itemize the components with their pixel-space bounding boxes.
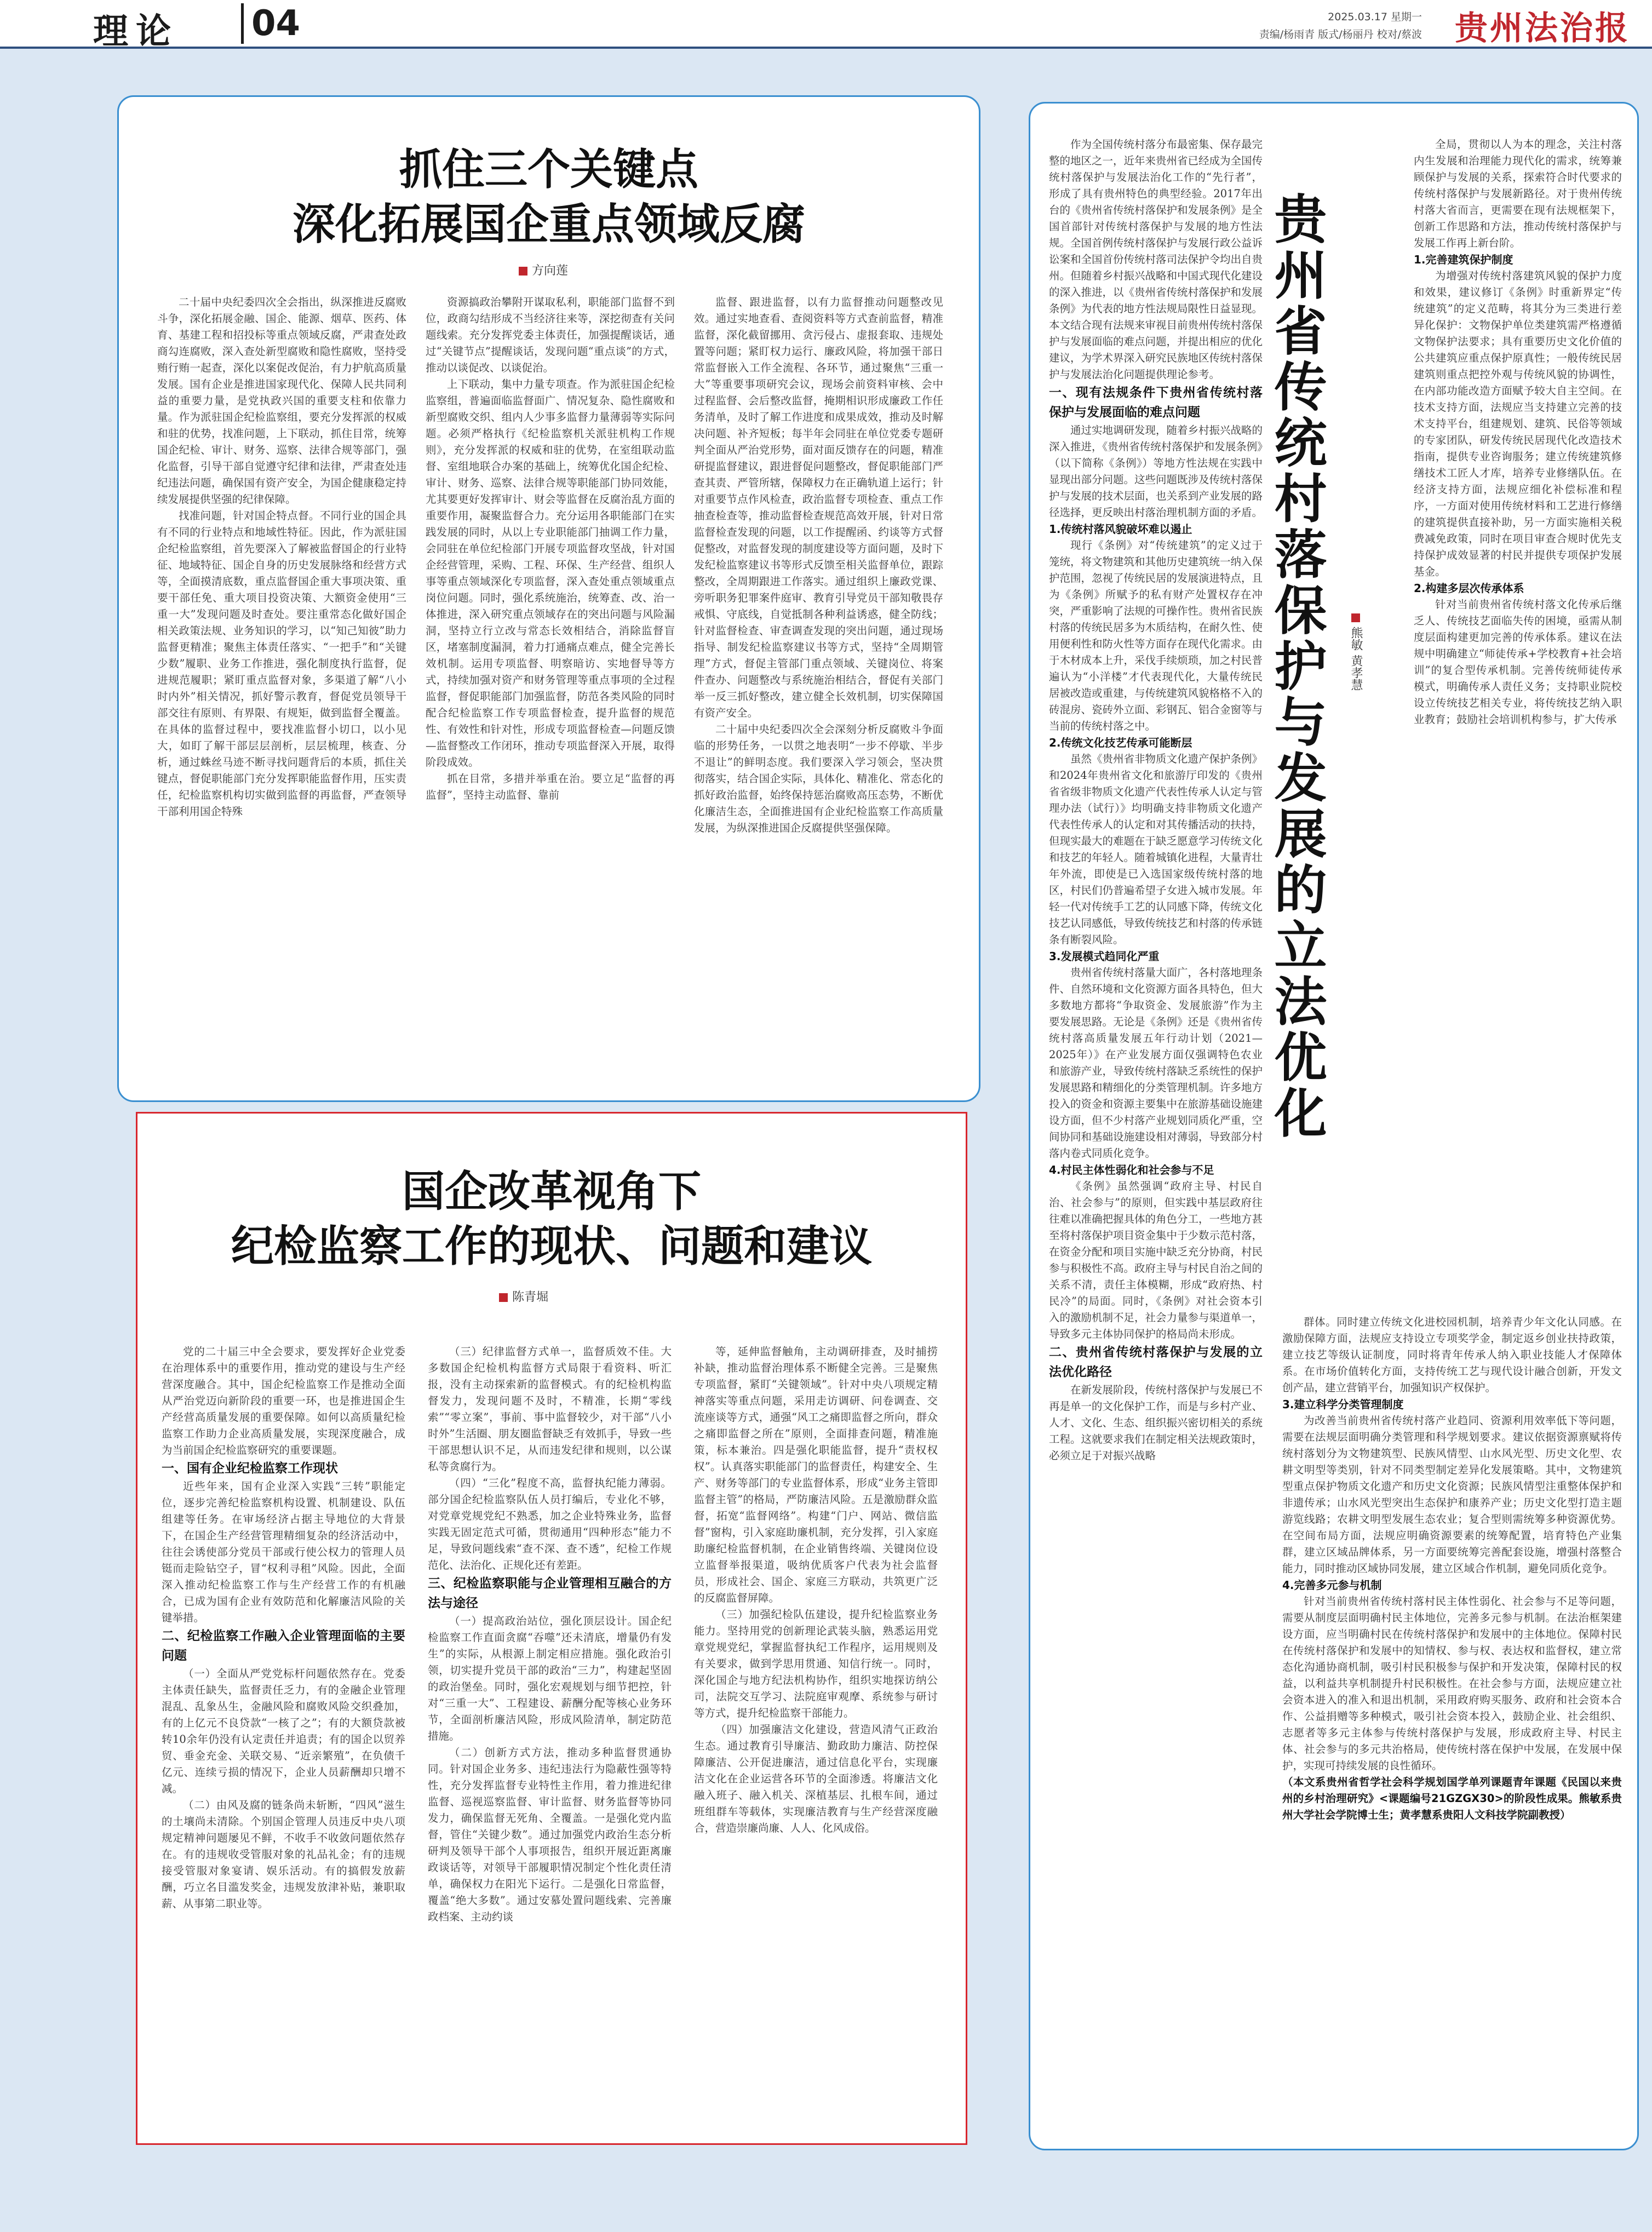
subsection-heading: 1.传统村落风貌破坏难以遏止: [1049, 523, 1192, 536]
paragraph: 现行《条例》对“传统建筑”的定义过于笼统，将文物建筑和其他历史建筑统一纳入保护范围，忽视了传统民居的发展演进特点，且为《条例》所赋予的私有财产处置权存在冲突，严重影响了法规的可操作性。贵州省民族村落的传统民居多为木质结构，在耐久性、使用便利性和防火性等方面存在现代化需求。由于木材成本上升，采伐手续烦琐，加之村民普遍认为“小洋楼”才代表现代化，大量传统民居被改造或重建，与传统建筑风貌格格不入的砖混房、瓷砖外立面、彩钢瓦、铝合金窗等与当前的传统村落之中。: [1049, 539, 1263, 732]
paragraph: 贵州省传统村落量大面广，各村落地理条件、自然环境和文化资源方面各具特色，但大多数地方都将“争取资金、发展旅游”作为主要发展思路。无论是《条例》还是《贵州省传统村落高质量发展五年行动计划（2021—2025年）》在产业发展方面仅强调特色农业和旅游产业，导致传统村落缺乏系统性的保护发展思路和精细化的分类管理机制。许多地方投入的资金和资源主要集中在旅游基础设施建设方面，但不少村落产业规划同质化严重，空间协同和基础设施建设相对薄弱，导致部分村落内卷式同质化竞争。: [1049, 966, 1263, 1160]
paragraph: 作为全国传统村落分布最密集、保存最完整的地区之一，近年来贵州省已经成为全国传统村落保护与发展法治化工作的“先行者”，形成了具有贵州特色的典型经验。2017年出台的《贵州省传统村落保护和发展条例》是全国首部针对传统村落保护与发展的地方性法规。全国首例传统村落保护与发展行政公益诉讼案和全国首份传统村落司法保护令均出自贵州。但随着乡村振兴战略和中国式现代化建设的深入推进，以《贵州省传统村落保护和发展条例》为代表的地方性法规局限性日益显现。本文结合现有法规来审视目前贵州传统村落保护与发展面临的难点问题，并提出相应的优化建议，为学术界深入研究民族地区传统村落保护与发展法治化问题提供理论参考。: [1049, 138, 1263, 381]
article2-column-3: [694, 1344, 938, 2127]
paragraph: 抓在目常，多措并举重在治。要立足“监督的再监督”，坚持主动监督、靠前: [426, 772, 675, 801]
article2-author: 陈青堀: [512, 1290, 549, 1304]
paragraph: （二）由风及腐的链条尚未斩断，“四风”滋生的土壤尚未清除。个别国企管理人员违反中央八项规定精神问题屡见不鲜，不收手不收敛问题依然存在。有的违规收受管服对象的礼品礼金；有的违规接受管服对象宴请、娱乐活动。有的搞假发放薪酬，巧立名目滥发奖金，违规发放津补贴，兼职取薪、从事第二职业等。: [162, 1799, 405, 1910]
section-heading: 三、纪检监察职能与企业管理相互融合的方法与途径: [428, 1576, 672, 1610]
article2-column-1: [162, 1344, 405, 2127]
section-heading: 二、纪检监察工作融入企业管理面临的主要问题: [162, 1629, 405, 1663]
paragraph: （四）“三化”程度不高，监督执纪能力薄弱。部分国企纪检监察队伍人员打编后，专业化不够，对党章党规党纪不熟悉，加之企业特殊业务，监督实践无固定范式可循，贯彻通用“四种形态”能力不足，导致问题线索“查不深、查不透”，纪检工作规范化、法治化、正规化还有差距。: [428, 1477, 672, 1571]
paragraph: （四）加强廉洁文化建设，营造风清气正政治生态。通过教育引导廉洁、勤政助力廉洁、防控保障廉洁、公开促进廉洁，通过信息化平台，实现廉洁文化在企业运营各环节的全面渗透。将廉洁文化融入班子、融入机关、深植基层、扎根车间，通过班组群车等载体，实现廉洁教育与生产经营深度融合，营造崇廉尚廉、人人、化风成俗。: [694, 1723, 938, 1834]
paragraph: （二）创新方式方法，推动多种监督贯通协同。针对国企业务多、违纪违法行为隐蔽性强等特性，充分发挥监督专业特性主作用，着力推进纪律监督、巡视巡察监督、审计监督、财务监督等协同发力，确保监督无死角、全覆盖。一是强化党内监督，管住“关键少数”。通过加强党内政治生态分析研判及领导干部个人事项报告，组织开展近距离廉政谈话等，对领导干部履职情况制定个性化责任清单，确保权力在阳光下运行。二是强化日常监督，覆盖“绝大多数”。通过安慕处置问题线索、完善廉政档案、主动约谈: [428, 1746, 672, 1923]
article3-column-1: [1049, 136, 1263, 2136]
paragraph: 全局，贯彻以人为本的理念，关注村落内生发展和治理能力现代化的需求，统筹兼顾保护与发展的关系，探索符合时代要求的传统村落保护与发展新路径。对于贵州传统村落大省而言，更需要在现有法规框架下，创新工作思路和方法，推动传统村落保护与发展工作再上新台阶。: [1414, 138, 1622, 249]
article3-author: 熊敏 黄孝慧: [1349, 627, 1363, 691]
paragraph: （一）提高政治站位，强化顶层设计。国企纪检监察工作直面贪腐“吞噬”还未清底，增量仍有发生”的实际，从根源上制定相应措施。强化政治引领，切实提升党员干部的政治“三力”，构建起坚固的政治堡垒。同时，强化宏观规划与细节把控，针对“三重一大”、工程建设、薪酬分配等核心业务环节，全面剖析廉洁风险，形成风险清单，制定防范措施。: [428, 1615, 672, 1742]
paragraph: 《条例》虽然强调“政府主导、村民自治、社会参与”的原则，但实践中基层政府往往难以准确把握具体的角色分工，一些地方甚至将村落保护项目资金集中于少数示范村落，在资金分配和项目实施中缺乏充分协商，村民参与积极性不高。政府主导与村民自治之间的关系不清，责任主体模糊，形成“政府热、村民冷”的局面。同时，《条例》对社会资本引入的激励机制不足，社会力量参与渠道单一，导致多元主体协同保护的格局尚未形成。: [1049, 1180, 1263, 1340]
paragraph: 找准问题，针对国企特点督。不同行业的国企具有不同的行业特点和地域性特征。因此，作为派驻国企纪检监察组，首先要深入了解被监督国企的行业特征、地域特征、国企自身的历史发展脉络和经营方式等，全面摸清底数，重点监督国企重大事项决策、重要干部任免、重大项目投资决策、大额资金使用“三重一大”发现问题及时查处。要注重常态化做好国企相关政策法规、业务知识的学习，以“知己知彼”助力监督更精准；聚焦主体责任落实、“一把手”和“关键少数”履职、业务工作推进，强化制度执行监督，促进规范履职；紧盯重点监督对象，多渠道了解“八小时内外”相关情况，抓好警示教育，督促党员领导干部交往有原则、有界限、有规矩，做到监督全覆盖。在具体的监督过程中，要找准监督小切口，以小见大，如盯了解干部层层剖析，层层梳理，核查、分析，通过蛛丝马迹不断寻找问题背后的本质，抓住关键点，督促职能部门充分发挥职能监督作用，压实责任，纪检监察机构切实做到监督的再监督，严查领导干部利用国企特殊: [157, 509, 406, 818]
article2-title-line2: 纪检监察工作的现状、问题和建议: [231, 1221, 872, 1271]
page-header: [0, 0, 1652, 52]
subsection-heading: 3.发展模式趋同化严重: [1049, 950, 1160, 963]
paragraph: （三）加强纪检队伍建设，提升纪检监察业务能力。坚持用党的创新理论武装头脑，熟悉运用党章党规党纪，掌握监督执纪工作程序，运用规则及有关要求，做到学思用贯通、知信行统一。同时，深化国企与地方纪法机构协作，组织实地探访纳公司，法院交互学习、法院庭审观摩、系统参与研讨等方式，提升纪检监察干部能力。: [694, 1608, 938, 1719]
article3-author-note: （本文系贵州省哲学社会科学规划国学单列课题青年课题《民国以来贵州的乡村治理研究》<课题编号21GZGX30>的阶段性成果。熊敏系贵州大学社会学院博士生；黄孝慧系贵阳人文科技学院副教授）: [1282, 1776, 1622, 1821]
paragraph: 二十届中央纪委四次全会深刻分析反腐败斗争面临的形势任务，一以贯之地表明“一步不停歇、半步不退让”的鲜明态度。我们要深入学习领会，坚决贯彻落实，结合国企实际，具体化、精准化、常态化的抓好政治监督，始终保持惩治腐败高压态势，不断优化廉洁生态，全面推进国有企业纪检监察工作高质量发展，为纵深推进国企反腐提供坚强保障。: [694, 723, 943, 834]
article1-byline: [519, 261, 568, 278]
subsection-heading: 4.完善多元参与机制: [1282, 1579, 1382, 1592]
subsection-heading: 2.传统文化技艺传承可能断层: [1049, 736, 1192, 749]
section-heading: 一、国有企业纪检监察工作现状: [162, 1461, 338, 1476]
paragraph: （三）纪律监督方式单一，监督质效不佳。大多数国企纪检机构监督方式局限于看资料、听汇报，没有主动探索新的监督模式。有的纪检机构监督发力，发现问题不及时，不精准，长期“零线索”“零立案”，事前、事中监督较少，对干部“八小时外”生活圈、朋友圈监督缺乏有效抓手，导致一些干部思想认识不足，从而违发纪律和规则，以公谋私等贪腐行为。: [428, 1345, 672, 1473]
article2-title-line1: 国企改革视角下: [401, 1167, 701, 1217]
section-heading: 二、贵州省传统村落保护与发展的立法优化路径: [1049, 1345, 1263, 1379]
article3-column-2-top: [1414, 136, 1622, 1309]
article1-title-line1: 抓住三个关键点: [399, 145, 698, 194]
section-heading: 一、现有法规条件下贵州省传统村落保护与发展面临的难点问题: [1049, 386, 1263, 420]
paragraph: 二十届中央纪委四次全会指出，纵深推进反腐败斗争，深化拓展金融、国企、能源、烟草、医药、体育、基建工程和招投标等重点领域反腐，严肃查处政商勾连腐败，深入查处新型腐败和隐性腐败，坚持受贿行贿一起查，深化以案促改促治，有力护航高质量发展。国有企业是推进国家现代化、保障人民共同利益的重要力量，是党执政兴国的重要支柱和依靠力量。作为派驻国企纪检监察组，要充分发挥派的权威和驻的优势，找准问题，上下联动，抓住目常，统筹国企纪检、审计、财务、巡察、法律合规等部门，强化监督，引导干部自觉遵守纪律和法律，严肃查处违纪违法问题，确保国有资产安全，为国企健康稳定持续发展提供坚强的纪律保障。: [157, 296, 406, 506]
article-anticorruption: [117, 95, 980, 1102]
article1-column-3: [694, 294, 943, 1077]
date-line: 2025.03.17 星期一: [1328, 11, 1422, 23]
article1-title-line2: 深化拓展国企重点领域反腐: [292, 199, 805, 249]
article3-byline: [1347, 613, 1364, 691]
page-number: 04: [241, 3, 300, 44]
paragraph: 针对当前贵州省传统村落村民主体性弱化、社会参与不足等问题，需要从制度层面明确村民主体地位，完善多元参与机制。在法治框架建设方面，应当明确村民在传统村落保护和发展中的主体地位。保障村民在传统村落保护和发展中的知情权、参与权、表达权和监督权，建立常态化沟通协商机制，吸引村民积极参与保护和开发决策，保障村民的权益，以利益共享机制提升村民积极性。在社会参与方面，法规应建立社会资本进入的准入和退出机制，采用政府购买服务、政府和社会资本合作、公益捐赠等多种模式，吸引社会资本投入，鼓励企业、社会组织、志愿者等多元主体参与传统村落保护与发展，形成政府主导、村民主体、社会参与的多元共治格局，使传统村落在保护中发展，在发展中保护，实现可持续发展的良性循环。: [1282, 1595, 1622, 1772]
paragraph: 党的二十届三中全会要求，要发挥好企业党委在治理体系中的重要作用，推动党的建设与生产经营深度融合。其中，国企纪检监察工作是推动全面从严治党迈向新阶段的重要一环，也是推进国企生产经营高质量发展的重要保障。如何以高质量纪检监察工作助力企业高质量发展，实现深度融合，成为当前国企纪检监察研究的重要课题。: [162, 1345, 405, 1456]
paragraph: 针对当前贵州省传统村落文化传承后继乏人、传统技艺面临失传的困境，亟需从制度层面构建更加完善的传承体系。建议在法规中明确建立“师徒传承+学校教育+社会培训”的复合型传承机制。完善传统师徒传承模式，明确传承人责任义务；支持职业院校设立传统技艺相关专业，将传统技艺纳入职业教育；鼓励社会培训机构参与，扩大传承: [1414, 598, 1622, 726]
paragraph: 为改善当前贵州省传统村落产业趋同、资源利用效率低下等问题，需要在法规层面明确分类管理和科学规划要求。建议依据资源禀赋将传统村落划分为文物建筑型、民族风情型、山水风光型、历史文化型、农耕文明型等类别，针对不同类型制定差异化发展策略。其中，文物建筑型重点保护物质文化遗产和历史文化资源；民族风情型注重整体保护和非遗传承；山水风光型突出生态保护和康养产业；历史文化型打造主题游览线路；农耕文明型发展生态农业；复合型则需统筹多种资源优势。在空间布局方面，法规应明确资源要素的统筹配置，培育特色产业集群，建立区域品牌体系，另一方面要统筹完善配套设施，增强村落整合能力，同时推动区域协同发展，建立区域合作机制，避免同质化竞争。: [1282, 1414, 1622, 1575]
paragraph: 在新发展阶段，传统村落保护与发展已不再是单一的文化保护工作，而是与乡村产业、人才、文化、生态、组织振兴密切相关的系统工程。这就要求我们在制定相关法规政策时，必须立足于对振兴战略: [1049, 1384, 1263, 1462]
section-title: 理论: [93, 12, 179, 52]
article2-column-2: [428, 1344, 672, 2127]
paragraph: 群体。同时建立传统文化进校园机制，培养青少年文化认同感。在激励保障方面，法规应支持设立专项奖学金，制定返乡创业扶持政策，建立技艺等级认证制度，同时将青年传承人纳入职业技能人才保障体系。在市场价值转化方面，支持传统工艺与现代设计融合创新，开发文创产品，建立营销平台，加强知识产权保护。: [1282, 1316, 1622, 1394]
byline-marker-icon: [519, 267, 527, 276]
paragraph: 等，延伸监督触角，主动调研排查，及时捕捞补缺，推动监督治理体系不断健全完善。三是聚焦专项监督，紧盯“关键领域”。针对中央八项规定精神落实等重点问题，采用走访调研、问卷调查、交流座谈等方式，通强“风工之痛即监督之所向，群众之痛即监督之所在”原则，全面排查问题，精准施策，标本兼治。四是强化职能监督，提升“责权权权”。认真落实职能部门的监督责任，构建安全、生产、财务等部门的专业监督体系，形成“业务主管即监督主管”的格局，严防廉洁风险。五是激励群众监督，拓宽“监督网络”。构建“门户、网站、微信监督”窗构，引入家庭助廉机制，充分发挥，引入家庭助廉纪检监督机制，在企业销售终端、关键岗位设立监督举报渠道，吸纳优质客户代表为社会监督员，形成社会、国企、家庭三方联动，共筑更广泛的反腐监督屏障。: [694, 1345, 938, 1604]
subsection-heading: 3.建立科学分类管理制度: [1282, 1398, 1404, 1411]
paragraph: 近些年来，国有企业深入实践“三转”职能定位，逐步完善纪检监察机构设置、机制建设、队伍组建等任务。在审场经济占据主导地位的大背景下，在国企生产经营管理精细复杂的经济活动中，往往会诱使部分党员干部或行使公权力的管理人员铤而走险钻空子，冒“权利寻租”风险。因此，全面深入推动纪检监察工作与生产经营工作的有机融合，已成为国有企业有效防范和化解廉洁风险的关键举措。: [162, 1480, 405, 1624]
paragraph: 为增强对传统村落建筑风貌的保护力度和效果，建议修订《条例》时重新界定“传统建筑”的定义范畴，将其分为三类进行差异化保护：文物保护单位类建筑需严格遵循文物保护法要求；具有重要历史文化价值的公共建筑应重点保护原真性；一般传统民居建筑则重点把控外观与传统风貌的协调性，在内部功能改造方面赋予较大自主空间。在技术支持方面，法规应当支持建立完善的技术支持平台，组建规划、建筑、民俗等领域的专家团队，研发传统民居现代化改造技术指南，提供专业咨询服务；建立传统建筑修缮技术工匠人才库，培养专业修缮队伍。在经济支持方面，法规应细化补偿标准和程序，一方面对使用传统材料和工艺进行修缮的建筑提供直接补助，另一方面实施相关税费减免政策，同时在项目审查合规时优先支持保护成效显著的村民并提供专项保护发展基金。: [1414, 269, 1622, 578]
masthead-logo: 贵州法治报: [1455, 9, 1630, 48]
byline-marker-icon: [1351, 613, 1360, 622]
subsection-heading: 4.村民主体性弱化和社会参与不足: [1049, 1163, 1214, 1177]
article1-column-1: [157, 294, 406, 1077]
article1-column-2: [426, 294, 675, 1077]
paragraph: 虽然《贵州省非物质文化遗产保护条例》和2024年贵州省文化和旅游厅印发的《贵州省省级非物质文化遗产代表性传承人认定与管理办法（试行）》均明确支持非物质文化遗产代表性传承人的认定和对其传播活动的扶持，但现实最大的难题在于缺乏愿意学习传统文化和技艺的年轻人。随着城镇化进程，大量青壮年外流，即使是已入选国家级传统村落的地区，村民们仍普遍希望子女进入城市发展。年轻一代对传统手工艺的认同感下降，传统文化技艺认同感低，导致传统技艺和村落的传承链条有断裂风险。: [1049, 753, 1263, 946]
paragraph: 上下联动，集中力量专项查。作为派驻国企纪检监察组，普遍面临监督面广、情况复杂、隐性腐败和新型腐败交织、组内人少事多监督力量薄弱等实际问题。必须严格执行《纪检监察机关派驻机构工作规则》，充分发挥派的权威和驻的优势，在室组联动监督、室组地联合办案的基础上，统筹优化国企纪检、审计、财务、巡察、法律合规等职能部门协同效能，尤其要更好发挥审计、财会等监督在反腐治乱方面的重要作用，凝聚监督合力。充分运用各职能部门在实践发展的同时，从以上专业职能部门抽调工作力量，会同驻在单位纪检部门开展专项监督攻坚战，针对国企经营管理，采购、工程、环保、生产经营、组织人事等重点领域深化专项监督，深入查处重点领域重点岗位问题。同时，强化系统施治，统筹查、改、治一体推进，深入研究重点领域存在的突出问题与风险漏洞，坚持立行立改与常态长效相结合，消除监督盲区，堵塞制度漏洞，着力打通痛点难点，健全完善长效机制。运用专项监督、明察暗访、实地督导等方式，持续加强对资产和财务管理等重点事项的全过程监督，督促职能部门加强监督，防范各类风险的同时配合纪检监察工作专项监督检查，提升监督的规范性、有效性和针对性，形成专项监督检查—问题反馈—监督整改工作闭环，推动专项监督深入开展，取得阶段成效。: [426, 378, 675, 768]
byline-marker-icon: [499, 1293, 508, 1302]
article2-byline: [499, 1288, 548, 1305]
article3-column-2-bottom: [1282, 1314, 1622, 2136]
article1-author: 方向莲: [532, 264, 569, 278]
paragraph: （一）全面从严党党标杆问题依然存在。党委主体责任缺失，监督责任乏力，有的金融企业管理混乱、乱象丛生，金融风险和腐败风险交织叠加，有的上亿元不良贷款“一核了之”；有的大额贷款被转10余年仍没有认定责任并追责；有的国企以贸养贸、垂金充金、关联交易、“近亲繁殖”，在负债千亿元、连续亏损的情况下，企业人员薪酬却只增不减。: [162, 1667, 405, 1795]
article-discipline-inspection: [136, 1112, 967, 2145]
subsection-heading: 2.构建多层次传承体系: [1414, 582, 1524, 595]
paragraph: 监督、跟进监督，以有力监督推动问题整改见效。通过实地查看、查阅资料等方式查前监督，精准监督，深化截留挪用、贪污侵占、虚报套取、违规处置等问题；紧盯权力运行、廉政风险，将加强干部日常监督嵌入工作全流程、各环节，通过聚焦“三重一大”等重要事项研究会议，现场会前资料审核、会中过程监督、会后整改监督，掩期相识形成廉政工作任务清单，及时了解工作进度和成果成效，推动及时解决问题、补齐短板；每半年会同驻在单位党委专题研判全面从严治党形势，面对面反馈存在的问题，精准研提监督建议，跟进督促问题整改，督促职能部门严查其责、严管所辖，保障权力在正确轨道上运行；针对重要节点作风检查，政治监督专项检查、重点工作抽查检查等，推动监督检查规范高效开展，针对日常监督检查发现的问题，以工作提醒函、约谈等方式督促整改，对监督发现的制度建设等方面问题，及时下发纪检监察建议书等形式反馈至相关监督单位，跟踪整改，全周期跟进工作落实。通过组织上廉政党课、旁听职务犯罪案件庭审、教育引导党员干部知敬畏存戒惧、守底线，自觉抵制各种利益诱惑，健全防线；针对监督检查、审查调查发现的突出问题，通过现场指导、制发纪检监察建议书等方式，坚持“全周期管理”方式，督促主管部门重点领域、关键岗位、将案件查办、问题整改与系统施治相结合，督促有关部门举一反三抓好整改，建立健全长效机制，切实保障国有资产安全。: [694, 296, 943, 719]
subsection-heading: 1.完善建筑保护制度: [1414, 253, 1513, 266]
editor-line: 责编/杨雨青 版式/杨丽丹 校对/蔡波: [1259, 28, 1422, 41]
paragraph: 资源搞政治攀附开谋取私利，职能部门监督不到位，政商勾结形成不当经济往来等，深挖彻查有关问题线索。充分发挥党委主体责任，加强提醒谈话，通过“关键节点”提醒谈话，发现问题“重点谈”的方式，推动以谈促改、以谈促治。: [426, 296, 675, 374]
paragraph: 通过实地调研发现，随着乡村振兴战略的深入推进，《贵州省传统村落保护和发展条例》（以下简称《条例》）等地方性法规在实践中显现出部分问题。这些问题既涉及传统村落保护与发展的技术层面，也关系到产业发展的路径选择，更反映出村落治理机制方面的矛盾。: [1049, 424, 1263, 519]
article3-title: 贵州省传统村落保护与发展的立法优化: [1266, 192, 1328, 1141]
